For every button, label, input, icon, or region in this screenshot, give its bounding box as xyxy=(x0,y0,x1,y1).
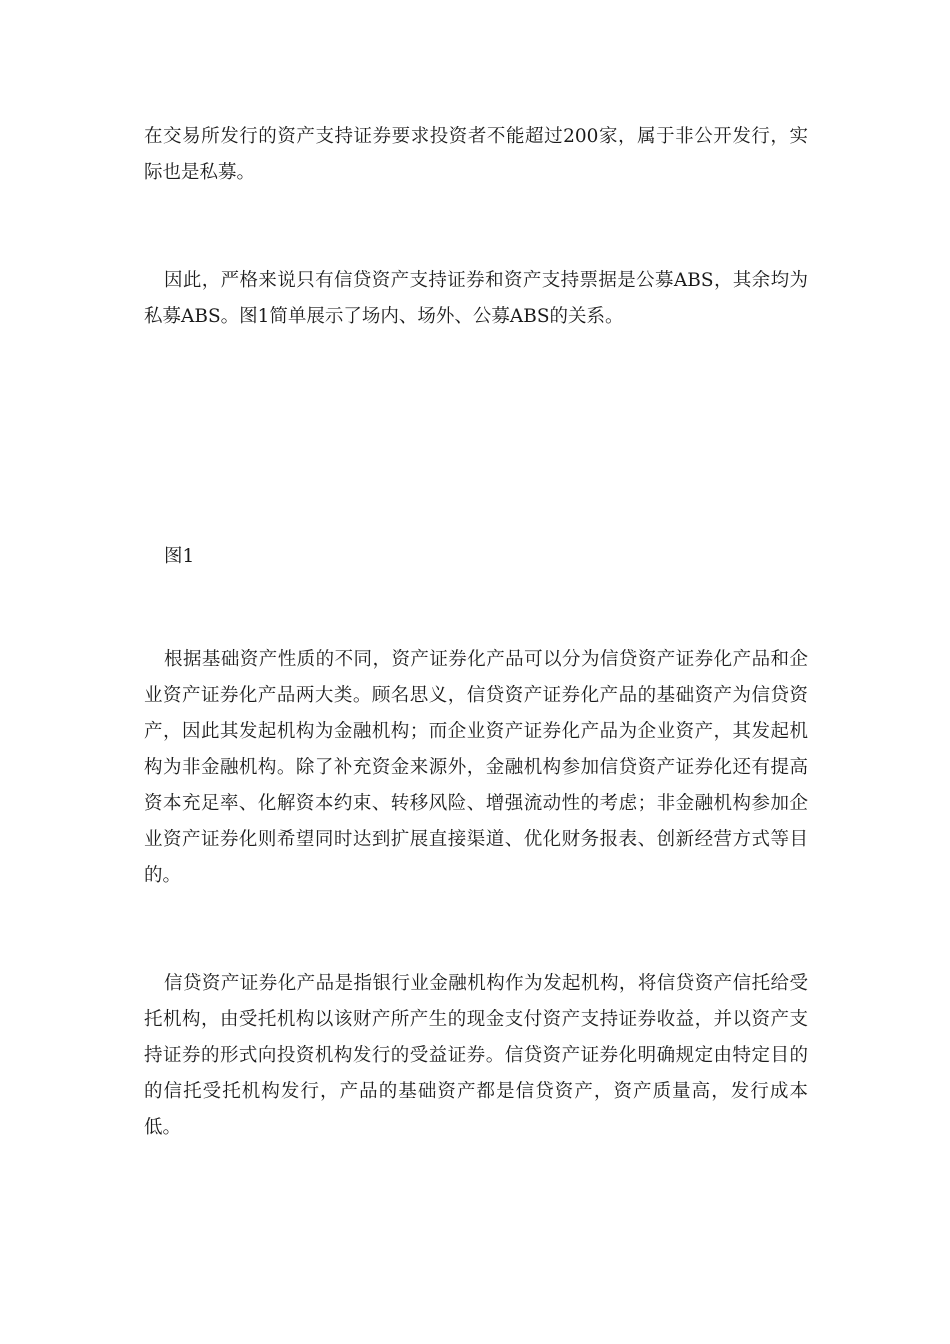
paragraph-public-abs: 因此，严格来说只有信贷资产支持证券和资产支持票据是公募ABS，其余均为私募ABS。图1简单展示了场内、场外、公募ABS的关系。 xyxy=(144,270,808,327)
paragraph-credit-abs: 信贷资产证券化产品是指银行业金融机构作为发起机构，将信贷资产信托给受托机构，由受托机构以该财产所产生的现金支付资产支持证券收益，并以资产支持证券的形式向投资机构发行的受益证券。信贷资产证券化明确规定由特定目的的信托受托机构发行，产品的基础资产都是信贷资产，资产质量高，发行成本低。 xyxy=(144,973,808,1138)
figure-caption: 图1 xyxy=(164,546,195,567)
paragraph-private-placement: 在交易所发行的资产支持证券要求投资者不能超过200家，属于非公开发行，实际也是私募。 xyxy=(144,126,808,183)
paragraph-asset-types: 根据基础资产性质的不同，资产证券化产品可以分为信贷资产证券化产品和企业资产证券化产品两大类。顾名思义，信贷资产证券化产品的基础资产为信贷资产，因此其发起机构为金融机构；而企业资产证券化产品为企业资产，其发起机构为非金融机构。除了补充资金来源外，金融机构参加信贷资产证券化还有提高资本充足率、化解资本约束、转移风险、增强流动性的考虑；非金融机构参加企业资产证券化则希望同时达到扩展直接渠道、优化财务报表、创新经营方式等目的。 xyxy=(144,649,808,886)
